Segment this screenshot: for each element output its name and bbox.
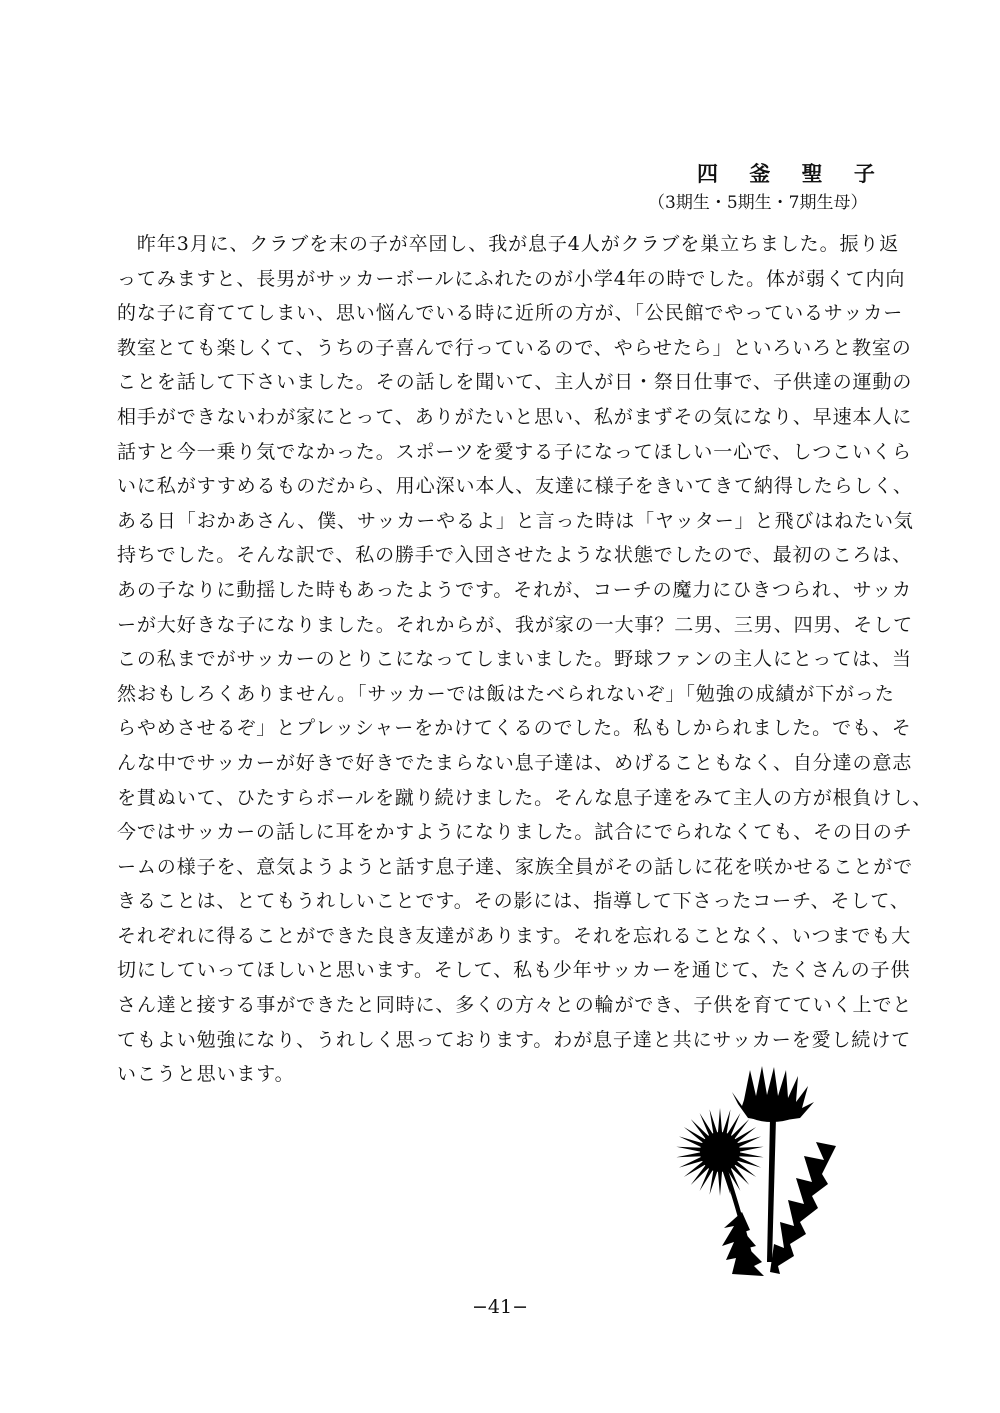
body-line: を貫ぬいて、ひたすらボールを蹴り続けました。そんな息子達をみて主人の方が根負けし、 [117,786,933,809]
dandelion-icon [672,1062,842,1282]
body-line: 教室とても楽しくて、うちの子喜んで行っているので、やらせたら」といろいろと教室の [117,336,912,359]
author-name: 四 釜 聖 子 [697,161,887,186]
dandelion-head-lower [676,1108,763,1196]
body-line: 相手ができないわが家にとって、ありがたいと思い、私がまずその気になり、早速本人に [117,405,913,428]
dandelion-head-upper [732,1066,814,1122]
body-line: 持ちでした。そんな訳で、私の勝手で入団させたような状態でしたので、最初のころは、 [117,544,913,567]
dandelion-stem-upper [767,1118,776,1262]
dandelion-leaf-left [722,1212,764,1276]
body-line: さん達と接する事ができたと同時に、多くの方々との輪ができ、子供を育てていく上でと [117,994,913,1017]
body-line: 然おもしろくありません。「サッカーでは飯はたべられないぞ」「勉強の成績が下がった [117,682,895,705]
body-line: この私までがサッカーのとりこになってしまいました。野球ファンの主人にとっては、当 [117,648,912,671]
body-line: ってみますと、長男がサッカーボールにふれたのが小学4年の時でした。体が弱くて内向 [117,267,906,290]
body-line: んな中でサッカーが好きで好きでたまらない息子達は、めげることもなく、自分達の意志 [117,751,913,774]
body-line: ーが大好きな子になりました。それからが、我が家の一大事？二男、三男、四男、そして [117,613,914,636]
body-line: ームの様子を、意気ようようと話す息子達、家族全員がその話しに花を咲かせることがで [117,855,914,878]
body-line: それぞれに得ることができた良き友達があります。それを忘れることなく、いつまでも大 [117,924,912,947]
body-line: ことを話して下さいました。その話しを聞いて、主人が日・祭日仕事で、子供達の運動の [117,371,913,394]
body-line: 今ではサッカーの話しに耳をかすようになりました。試合にでられなくても、その日のチ [117,821,913,844]
body-line: 的な子に育ててしまい、思い悩んでいる時に近所の方が、「公民館でやっているサッカー [117,302,904,325]
body-line: てもよい勉強になり、うれしく思っております。わが息子達と共にサッカーを愛し続けて [117,1028,912,1051]
body-line: いに私がすすめるものだから、用心深い本人、友達に様子をきいてきて納得したらしく、 [117,475,913,498]
body-line: あの子なりに動揺した時もあったようです。それが、コーチの魔力にひきつられ、サッカ [117,578,913,601]
body-line: いこうと思います。 [117,1063,295,1086]
dandelion-leaf-right [770,1142,836,1274]
page-number: −41− [471,1296,529,1318]
body-line: らやめさせるぞ」とプレッシャーをかけてくるのでした。私もしかられました。でも、そ [117,717,912,740]
body-line: 切にしていってほしいと思います。そして、私も少年サッカーを通じて、たくさんの子供 [117,959,911,982]
essay-body [117,227,933,1092]
author-note: （3期生・5期生・7期生母） [648,193,868,213]
body-line: 話すと今一乗り気でなかった。スポーツを愛する子になってほしい一心で、しつこいくら [117,440,912,463]
dandelion-center [700,1132,740,1172]
body-line: 昨年3月に、クラブを末の子が卒団し、我が息子4人がクラブを巣立ちました。振り返 [117,233,900,255]
body-line: ある日「おかあさん、僕、サッカーやるよ」と言った時は「ヤッター」と飛びはねたい気 [117,509,914,532]
body-line: きることは、とてもうれしいことです。その影には、指導して下さったコーチ、そして、 [117,890,910,913]
